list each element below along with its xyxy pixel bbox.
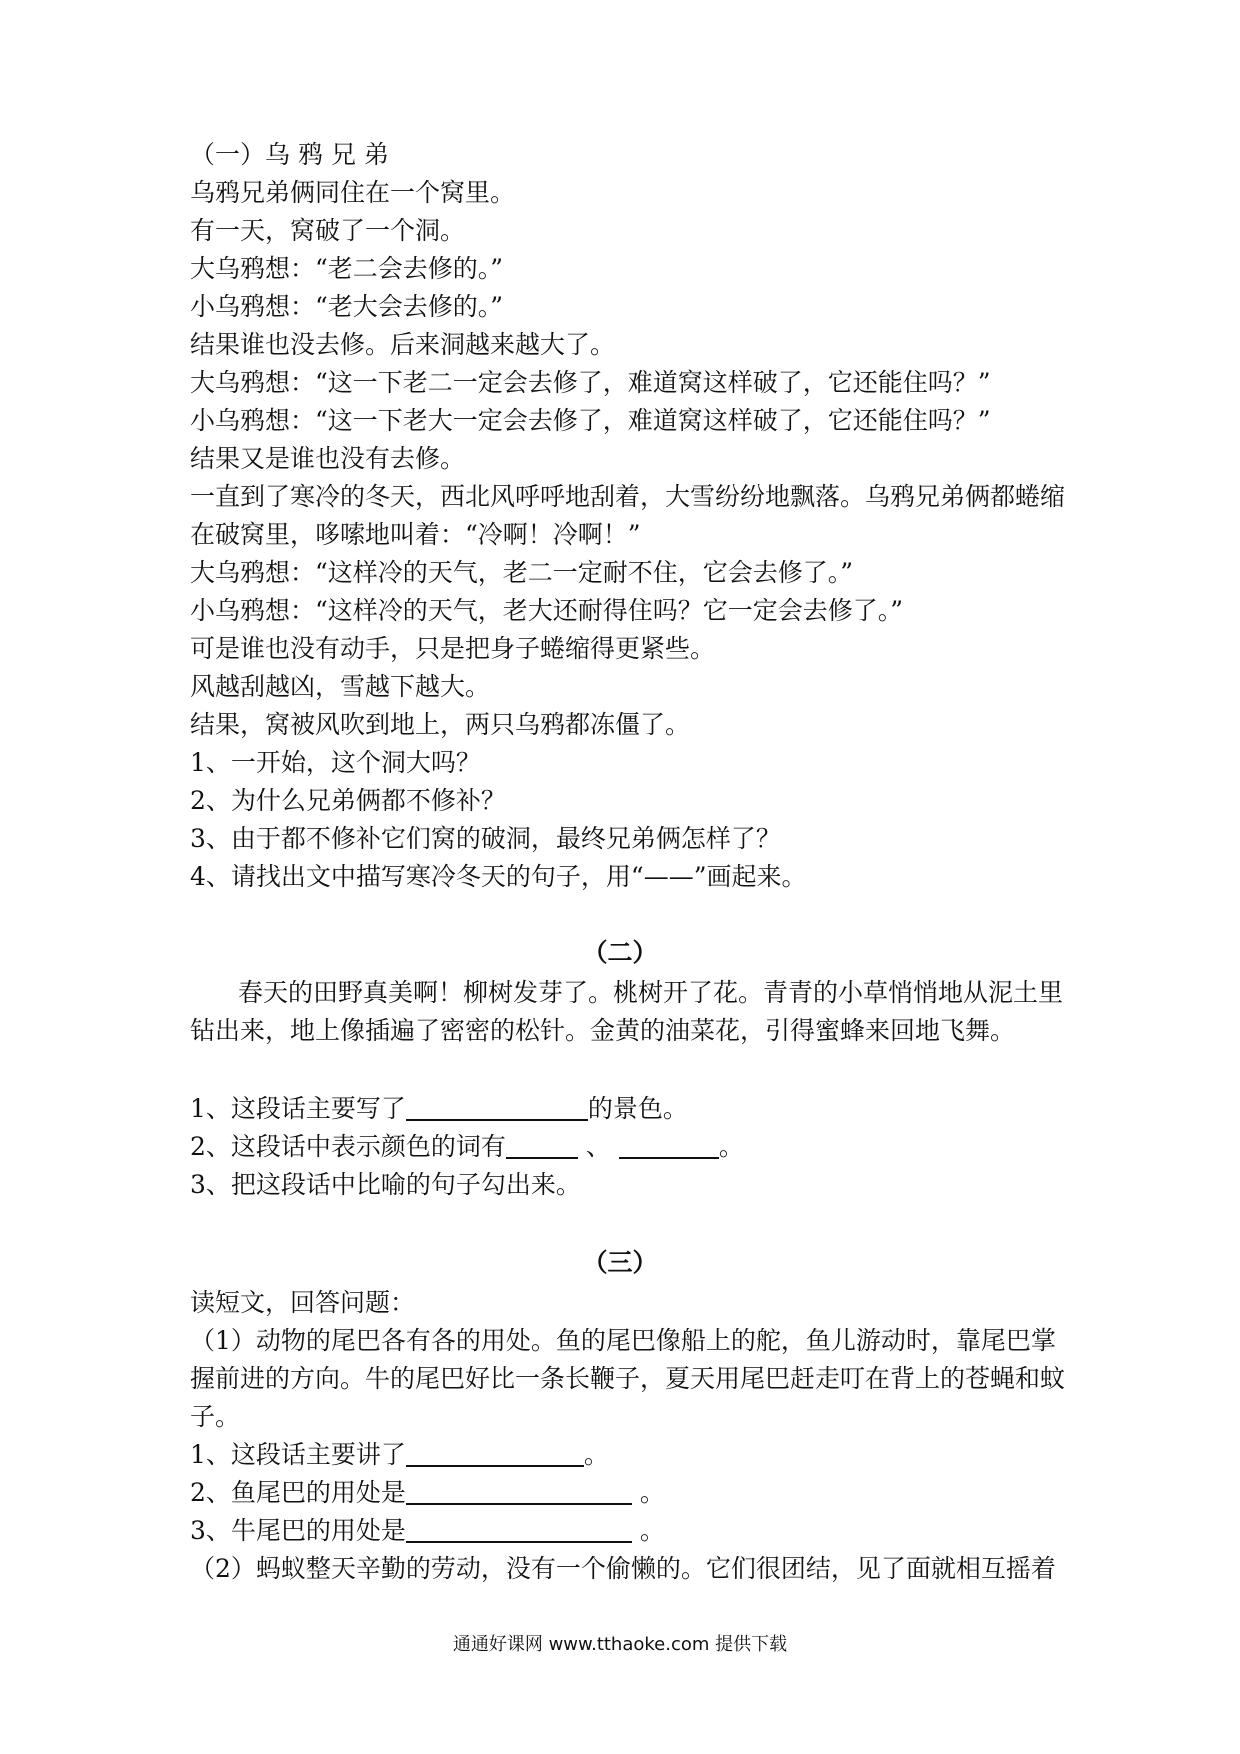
answer-blank[interactable] <box>406 1479 632 1505</box>
fill-question <box>190 1438 609 1472</box>
intro-line: 读短文，回答问题： <box>190 1288 416 1317</box>
fill-question <box>190 1514 665 1548</box>
fill-question <box>190 1092 688 1126</box>
question: 3、由于都不修补它们窝的破洞，最终兄弟俩怎样了？ <box>190 824 781 853</box>
story-line: 可是谁也没有动手，只是把身子蜷缩得更紧些。 <box>190 634 716 663</box>
question: 1、一开始，这个洞大吗？ <box>190 748 481 777</box>
question-end: 。 <box>639 1478 665 1507</box>
question: 2、为什么兄弟俩都不修补？ <box>190 786 506 815</box>
paragraph-line: （2）蚂蚁整天辛勤的劳动，没有一个偷懒的。它们很团结，见了面就相互摇着 <box>190 1554 1056 1583</box>
question-end: 。 <box>639 1516 665 1545</box>
story-line: 小乌鸦想：“这样冷的天气，老大还耐得住吗？它一定会去修了。” <box>190 596 904 625</box>
story-line: 有一天，窝破了一个洞。 <box>190 216 466 245</box>
question: 4、请找出文中描写寒冷冬天的句子，用“——”画起来。 <box>190 862 807 891</box>
answer-blank[interactable] <box>506 1133 578 1159</box>
story-line: 结果又是谁也没有去修。 <box>190 444 466 473</box>
story-line: 小乌鸦想：“老大会去修的。” <box>190 292 504 321</box>
separator: 、 <box>585 1132 611 1161</box>
fill-question <box>190 1476 665 1510</box>
question: 3、把这段话中比喻的句子勾出来。 <box>190 1170 581 1199</box>
paragraph-line: 握前进的方向。牛的尾巴好比一条长鞭子，夏天用尾巴赶走叮在背上的苍蝇和蚊 <box>190 1364 1066 1393</box>
story-line: 大乌鸦想：“这一下老二一定会去修了，难道窝这样破了，它还能住吗？” <box>190 368 991 397</box>
answer-blank[interactable] <box>406 1441 584 1467</box>
story-line: 小乌鸦想：“这一下老大一定会去修了，难道窝这样破了，它还能住吗？” <box>190 406 991 435</box>
question-text: 的景色。 <box>587 1094 688 1123</box>
question-text: 2、鱼尾巴的用处是 <box>190 1478 406 1507</box>
section3-title: （三） <box>582 1248 658 1277</box>
question-end: 。 <box>583 1440 609 1469</box>
story-line: 一直到了寒冷的冬天，西北风呼呼地刮着，大雪纷纷地飘落。乌鸦兄弟俩都蜷缩 <box>190 482 1066 511</box>
paragraph-line: 春天的田野真美啊！柳树发芽了。桃树开了花。青青的小草悄悄地从泥土里 <box>238 978 1064 1007</box>
paragraph-line: （1）动物的尾巴各有各的用处。鱼的尾巴像船上的舵，鱼儿游动时，靠尾巴掌 <box>190 1326 1056 1355</box>
answer-blank[interactable] <box>619 1133 719 1159</box>
footer-credit: 通通好课网 www.tthaoke.com 提供下载 <box>452 1634 788 1655</box>
paragraph-line: 子。 <box>190 1402 241 1431</box>
question-text: 1、这段话主要讲了 <box>190 1440 406 1469</box>
story-line: 乌鸦兄弟俩同住在一个窝里。 <box>190 178 516 207</box>
story-line: 大乌鸦想：“这样冷的天气，老二一定耐不住，它会去修了。” <box>190 558 854 587</box>
fill-question <box>190 1130 744 1164</box>
section1-title: （一）乌 鸦 兄 弟 <box>190 140 389 169</box>
question-text: 3、牛尾巴的用处是 <box>190 1516 406 1545</box>
answer-blank[interactable] <box>406 1095 588 1121</box>
story-line: 结果，窝被风吹到地上，两只乌鸦都冻僵了。 <box>190 710 691 739</box>
story-line: 大乌鸦想：“老二会去修的。” <box>190 254 504 283</box>
story-line: 结果谁也没去修。后来洞越来越大了。 <box>190 330 616 359</box>
question-text: 1、这段话主要写了 <box>190 1094 406 1123</box>
question-text: 2、这段话中表示颜色的词有 <box>190 1132 506 1161</box>
question-end: 。 <box>718 1132 744 1161</box>
story-line: 在破窝里，哆嗦地叫着：“冷啊！冷啊！” <box>190 520 641 549</box>
section2-title: （二） <box>582 938 658 967</box>
story-line: 风越刮越凶，雪越下越大。 <box>190 672 491 701</box>
paragraph-line: 钻出来，地上像插遍了密密的松针。金黄的油菜花，引得蜜蜂来回地飞舞。 <box>190 1016 1016 1045</box>
answer-blank[interactable] <box>406 1517 632 1543</box>
